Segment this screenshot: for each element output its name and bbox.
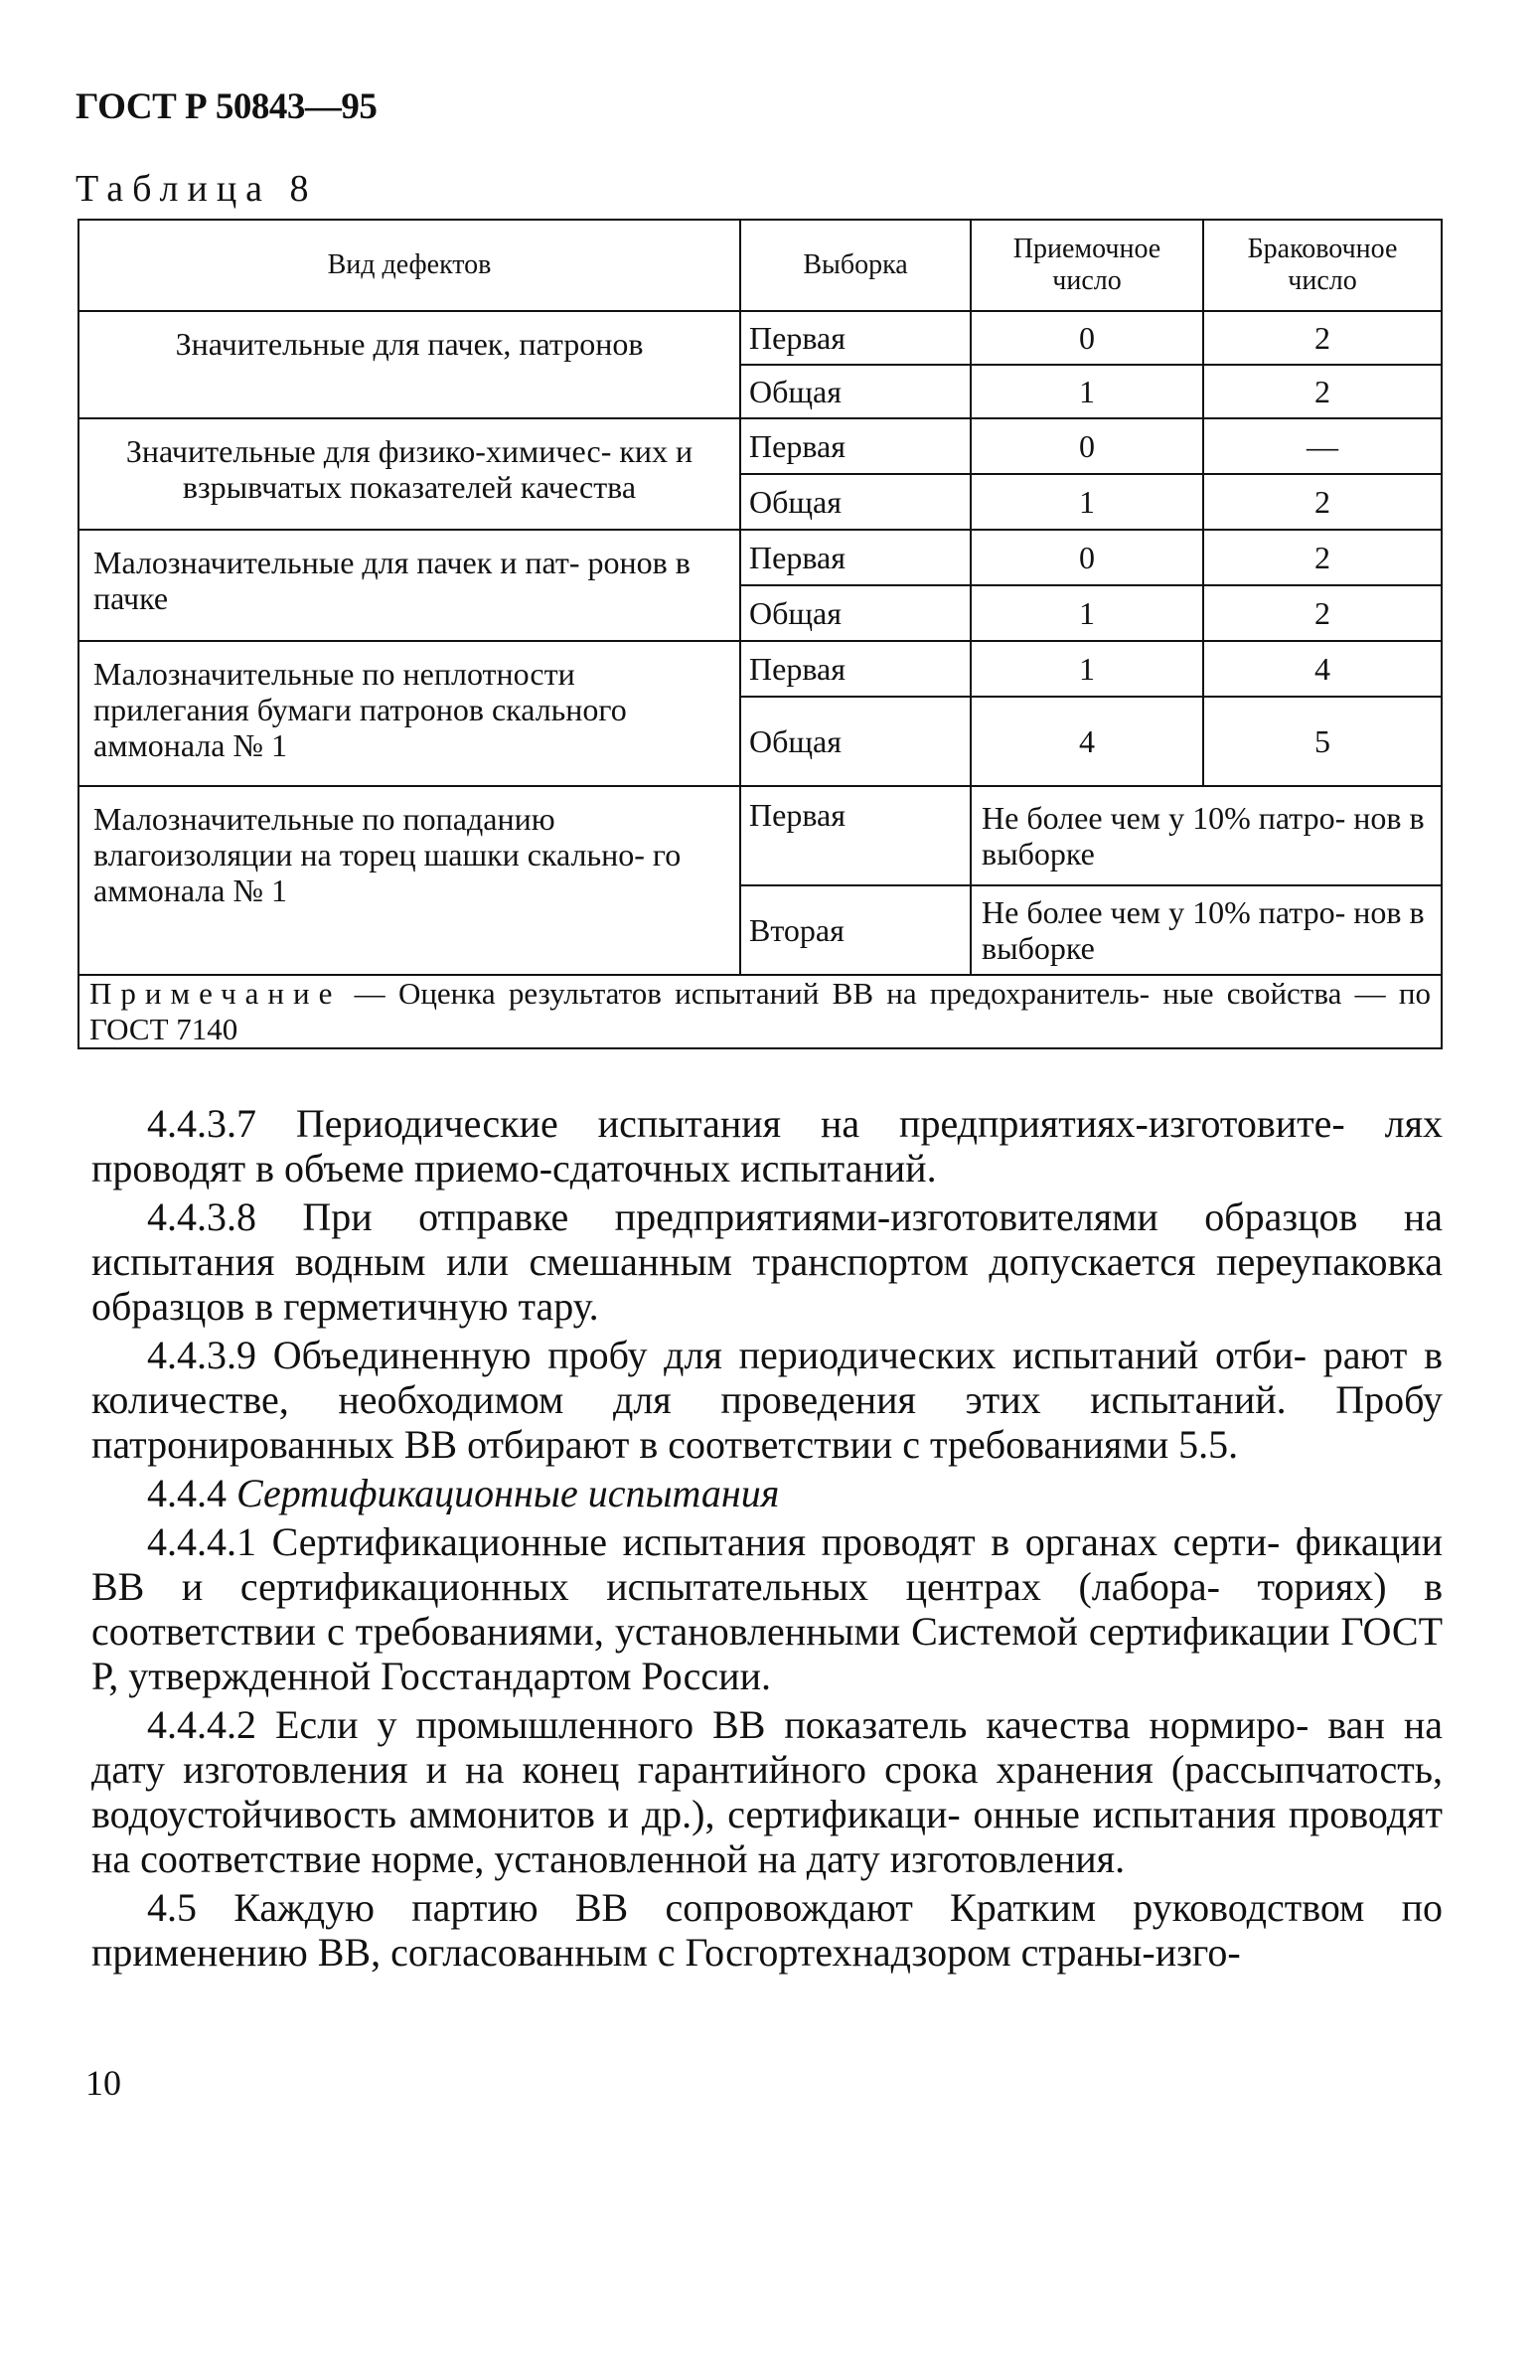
sample-cell: Первая xyxy=(740,530,971,585)
paragraph-4-5: 4.5 Каждую партию ВВ сопровождают Кратким руководством по применению ВВ, согласованным с Госгортехнадзором страны-изго- xyxy=(91,1885,1443,1975)
rejection-cell: — xyxy=(1203,418,1442,474)
defect-type-cell: Малозначительные по неплотности прилегания бумаги патронов скального аммонала № 1 xyxy=(78,641,740,786)
rejection-cell: 2 xyxy=(1203,311,1442,365)
paragraph-4-4-4-1: 4.4.4.1 Сертификационные испытания проводят в органах серти- фикации ВВ и сертификационных испытательных центрах (лабора- ториях) в соответствии с требованиями, установленными Системой сертификации ГОСТ Р, утвержденной Госстандартом России. xyxy=(91,1519,1443,1698)
page-number: 10 xyxy=(85,2063,121,2103)
sample-cell: Общая xyxy=(740,474,971,530)
acceptance-cell: 4 xyxy=(971,697,1203,786)
acceptance-cell: 1 xyxy=(971,365,1203,418)
defects-table xyxy=(77,219,1443,1049)
acceptance-cell: 0 xyxy=(971,418,1203,474)
note-label: Примечание xyxy=(89,976,342,1011)
column-header-defect-type: Вид дефектов xyxy=(78,220,740,311)
sample-cell: Первая xyxy=(740,311,971,365)
table-row xyxy=(78,418,1442,474)
table-header-row xyxy=(78,220,1442,311)
merged-criteria-cell: Не более чем у 10% патро- нов в выборке xyxy=(971,786,1442,885)
column-header-rejection-number: Браковочное число xyxy=(1203,220,1442,311)
body-text xyxy=(91,1101,1443,1979)
sample-cell: Первая xyxy=(740,786,971,885)
table-note-row xyxy=(78,975,1442,1048)
table-title: Таблица 8 xyxy=(76,168,318,210)
table-row xyxy=(78,311,1442,365)
note-text: — Оценка результатов испытаний ВВ на предохранитель- ные свойства — по ГОСТ 7140 xyxy=(89,976,1431,1046)
defect-type-cell: Значительные для пачек, патронов xyxy=(78,311,740,418)
acceptance-cell: 1 xyxy=(971,585,1203,641)
section-number: 4.4.4 xyxy=(147,1471,227,1515)
sample-cell: Вторая xyxy=(740,885,971,975)
paragraph-4-4-4-2: 4.4.4.2 Если у промышленного ВВ показатель качества нормиро- ван на дату изготовления и на конец гарантийного срока хранения (рассыпчатость, водоустойчивость аммонитов и др.), сертификаци- онные испытания проводят на соответствие норме, установленной на дату изготовления. xyxy=(91,1702,1443,1881)
acceptance-cell: 0 xyxy=(971,530,1203,585)
table-row xyxy=(78,786,1442,885)
table-note xyxy=(78,975,1442,1048)
sample-cell: Первая xyxy=(740,641,971,697)
rejection-cell: 4 xyxy=(1203,641,1442,697)
defect-type-cell: Малозначительные для пачек и пат- ронов в пачке xyxy=(78,530,740,641)
table-row xyxy=(78,530,1442,585)
section-title: Сертификационные испытания xyxy=(236,1471,780,1515)
rejection-cell: 5 xyxy=(1203,697,1442,786)
paragraph-4-4-3-7: 4.4.3.7 Периодические испытания на предприятиях-изготовите- лях проводят в объеме приемо-сдаточных испытаний. xyxy=(91,1101,1443,1190)
rejection-cell: 2 xyxy=(1203,585,1442,641)
document-code: ГОСТ Р 50843—95 xyxy=(76,86,378,127)
acceptance-cell: 0 xyxy=(971,311,1203,365)
rejection-cell: 2 xyxy=(1203,365,1442,418)
defect-type-cell: Значительные для физико-химичес- ких и взрывчатых показателей качества xyxy=(78,418,740,530)
sample-cell: Общая xyxy=(740,365,971,418)
paragraph-4-4-3-9: 4.4.3.9 Объединенную пробу для периодических испытаний отби- рают в количестве, необходимом для проведения этих испытаний. Пробу патронированных ВВ отбирают в соответствии с требованиями 5.5. xyxy=(91,1333,1443,1467)
column-header-acceptance-number: Приемочное число xyxy=(971,220,1203,311)
sample-cell: Общая xyxy=(740,585,971,641)
sample-cell: Первая xyxy=(740,418,971,474)
acceptance-cell: 1 xyxy=(971,474,1203,530)
table-row xyxy=(78,641,1442,697)
merged-criteria-cell: Не более чем у 10% патро- нов в выборке xyxy=(971,885,1442,975)
rejection-cell: 2 xyxy=(1203,474,1442,530)
rejection-cell: 2 xyxy=(1203,530,1442,585)
defect-type-cell: Малозначительные по попаданию влагоизоляции на торец шашки скально- го аммонала № 1 xyxy=(78,786,740,975)
section-4-4-4-heading xyxy=(91,1471,1443,1515)
column-header-sample: Выборка xyxy=(740,220,971,311)
paragraph-4-4-3-8: 4.4.3.8 При отправке предприятиями-изготовителями образцов на испытания водным или смешанным транспортом допускается переупаковка образцов в герметичную тару. xyxy=(91,1194,1443,1329)
sample-cell: Общая xyxy=(740,697,971,786)
acceptance-cell: 1 xyxy=(971,641,1203,697)
